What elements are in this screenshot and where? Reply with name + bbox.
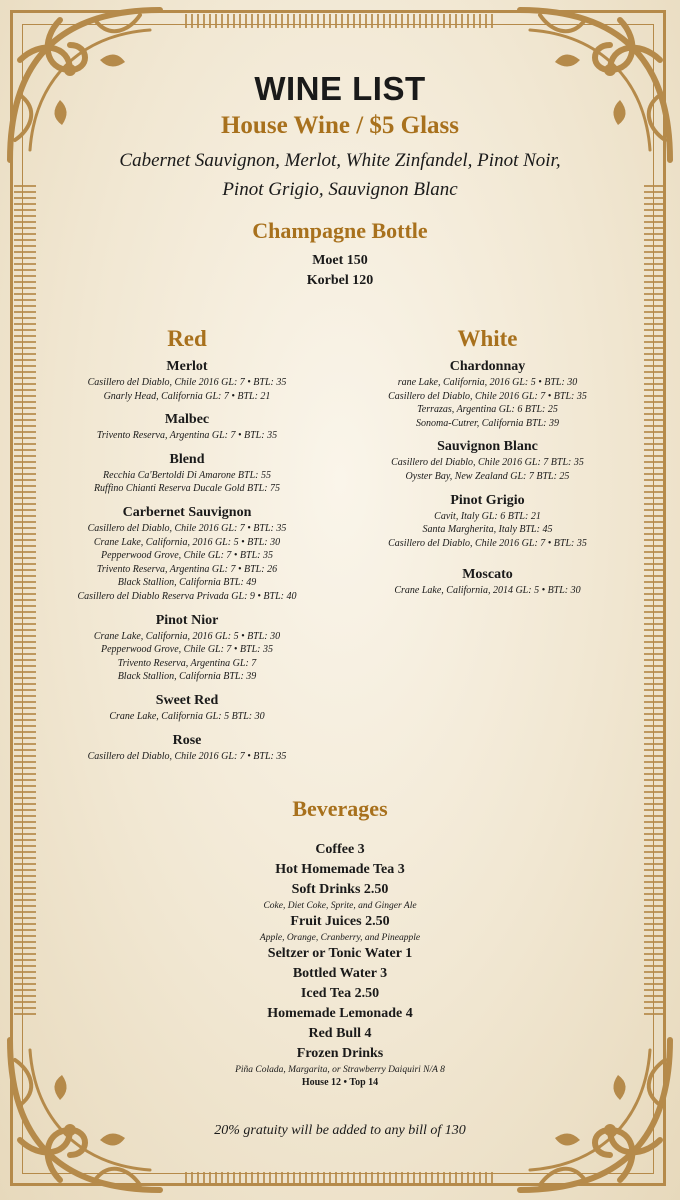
wine-detail: Terrazas, Argentina GL: 6 BTL: 25 — [417, 404, 558, 416]
champagne-item: Moet 150 — [312, 253, 368, 268]
beverage-name: Bottled Water 3 — [292, 966, 388, 981]
wine-entry — [52, 732, 322, 764]
beverage-name: Coffee 3 — [315, 842, 365, 857]
house-wine-line: Cabernet Sauvignon, Merlot, White Zinfandel, Pinot Noir, — [119, 150, 561, 171]
wine-detail: Cavit, Italy GL: 6 BTL: 21 — [434, 510, 541, 522]
beverage-entry — [0, 944, 680, 964]
beverage-detail: Coke, Diet Coke, Sprite, and Ginger Ale — [263, 901, 417, 911]
beverage-name: Seltzer or Tonic Water 1 — [267, 946, 413, 961]
wine-detail: Crane Lake, California GL: 5 BTL: 30 — [109, 710, 265, 722]
wine-detail: Gnarly Head, California GL: 7 • BTL: 21 — [103, 390, 271, 402]
wine-detail: Black Stallion, California BTL: 49 — [117, 577, 257, 589]
wine-detail: Trivento Reserva, Argentina GL: 7 • BTL: 26 — [96, 563, 278, 575]
wine-detail: Sonoma-Cutrer, California BTL: 39 — [416, 417, 559, 429]
wine-name: Blend — [169, 451, 205, 467]
house-wine-heading: House Wine / $5 Glass — [220, 112, 459, 139]
beverage-detail: Apple, Orange, Cranberry, and Pineapple — [259, 933, 421, 943]
wine-name: Chardonnay — [449, 359, 526, 374]
wine-entry — [52, 411, 322, 443]
wine-detail: Crane Lake, California, 2016 GL: 5 • BTL: 30 — [93, 630, 281, 642]
beverage-entry — [0, 1024, 680, 1044]
gratuity-note: 20% gratuity will be added to any bill of 130 — [214, 1123, 466, 1138]
wine-detail: Ruffino Chianti Reserva Ducale Gold BTL: 75 — [93, 483, 281, 495]
white-wine-list — [350, 358, 625, 598]
wine-entry — [350, 358, 625, 430]
beverage-entry — [0, 1004, 680, 1024]
beverages-list — [0, 840, 680, 1090]
beverage-entry — [0, 912, 680, 944]
beverage-entry — [0, 1044, 680, 1090]
house-wine-line: Pinot Grigio, Sauvignon Blanc — [222, 179, 458, 200]
wine-name: Carbernet Sauvignon — [122, 504, 252, 520]
beverage-detail: Piña Colada, Margarita, or Strawberry Daiquiri N/A 8 — [235, 1065, 445, 1075]
wine-detail: Trivento Reserva, Argentina GL: 7 • BTL: 35 — [96, 430, 278, 442]
wine-detail: Oyster Bay, New Zealand GL: 7 BTL: 25 — [405, 470, 570, 482]
white-heading: White — [457, 326, 518, 351]
white-wine-column — [350, 326, 625, 606]
wine-name: Pinot Grigio — [450, 492, 525, 508]
wine-detail: rane Lake, California, 2016 GL: 5 • BTL: 30 — [397, 377, 578, 388]
wine-detail: Crane Lake, California, 2014 GL: 5 • BTL: 30 — [394, 585, 581, 597]
beverage-name: Frozen Drinks — [296, 1046, 384, 1061]
beverage-name: Soft Drinks 2.50 — [291, 882, 389, 897]
wine-name: Rose — [172, 732, 202, 748]
wine-name: Moscato — [462, 567, 513, 583]
beverage-name: Homemade Lemonade 4 — [267, 1006, 413, 1021]
beverage-entry — [0, 840, 680, 860]
wine-detail: Casillero del Diablo, Chile 2016 GL: 7 BTL: 35 — [391, 457, 584, 469]
wine-entry — [350, 492, 625, 551]
beverage-entry — [0, 984, 680, 1004]
champagne-list — [0, 251, 680, 291]
wine-name: Sweet Red — [155, 692, 219, 708]
wine-detail: Pepperwood Grove, Chile GL: 7 • BTL: 35 — [100, 644, 273, 656]
wine-detail: Casillero del Diablo Reserva Privada GL: 9 • BTL: 40 — [77, 590, 297, 602]
wine-name: Sauvignon Blanc — [437, 439, 538, 455]
wine-detail: Casillero del Diablo, Chile 2016 GL: 7 • BTL: 35 — [388, 390, 587, 402]
wine-detail: Casillero del Diablo, Chile 2016 GL: 7 • BTL: 35 — [388, 537, 587, 549]
wine-entry — [52, 358, 322, 403]
beverage-entry — [0, 880, 680, 912]
beverage-entry — [0, 964, 680, 984]
wine-detail: Pepperwood Grove, Chile GL: 7 • BTL: 35 — [100, 550, 273, 562]
wine-detail: Santa Margherita, Italy BTL: 45 — [422, 524, 553, 536]
wine-detail: Recchia Ca'Bertoldi Di Amarone BTL: 55 — [103, 469, 271, 481]
red-wine-column — [52, 326, 322, 771]
wine-name: Pinot Nior — [155, 612, 219, 628]
wine-entry — [52, 612, 322, 684]
wine-entry — [52, 451, 322, 496]
wine-detail: Casillero del Diablo, Chile 2016 GL: 7 • BTL: 35 — [87, 377, 287, 388]
beverage-name: Iced Tea 2.50 — [300, 986, 380, 1001]
champagne-item: Korbel 120 — [306, 273, 374, 288]
beverage-name: Hot Homemade Tea 3 — [275, 862, 405, 877]
wine-detail: Black Stallion, California BTL: 39 — [117, 671, 257, 683]
beverage-price: House 12 • Top 14 — [301, 1077, 379, 1088]
wine-detail: Casillero del Diablo, Chile 2016 GL: 7 • BTL: 35 — [87, 750, 287, 762]
wine-detail: Trivento Reserva, Argentina GL: 7 — [117, 657, 257, 669]
wine-entry — [350, 566, 625, 598]
wine-entry — [350, 438, 625, 483]
wine-detail: Casillero del Diablo, Chile 2016 GL: 7 • BTL: 35 — [87, 522, 287, 534]
page-title: WINE LIST — [254, 70, 426, 107]
wine-name: Malbec — [164, 412, 210, 428]
wine-detail: Crane Lake, California, 2016 GL: 5 • BTL: 30 — [93, 536, 281, 548]
beverage-entry — [0, 860, 680, 880]
red-heading: Red — [167, 326, 207, 351]
beverage-name: Red Bull 4 — [308, 1026, 372, 1041]
wine-name: Merlot — [166, 359, 208, 374]
champagne-heading: Champagne Bottle — [252, 218, 428, 243]
house-wine-list — [100, 146, 580, 204]
beverage-name: Fruit Juices 2.50 — [290, 914, 390, 929]
wine-entry — [52, 504, 322, 604]
wine-entry — [52, 692, 322, 724]
red-wine-list — [52, 358, 322, 763]
beverages-heading: Beverages — [292, 796, 388, 821]
